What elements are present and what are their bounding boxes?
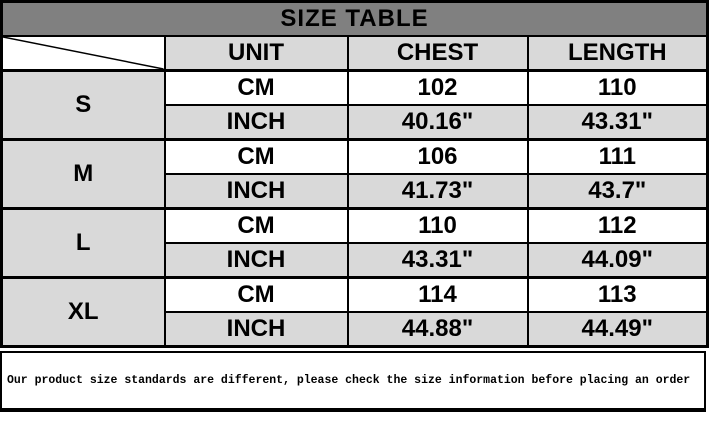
chest-value-xl-cm: 114 <box>348 278 528 313</box>
unit-cell-xl-inch: INCH <box>165 312 348 347</box>
chest-value-s-cm: 102 <box>348 71 528 106</box>
unit-cell-s-inch: INCH <box>165 105 348 140</box>
size-label-l: L <box>2 209 165 278</box>
length-value-l-inch: 44.09" <box>528 243 708 278</box>
table-row-m-cm <box>2 140 708 175</box>
table-row-xl-cm <box>2 278 708 313</box>
unit-cell-m-cm: CM <box>165 140 348 175</box>
unit-cell-l-cm: CM <box>165 209 348 244</box>
chest-value-l-cm: 110 <box>348 209 528 244</box>
column-header-unit: UNIT <box>165 36 348 71</box>
size-label-xl: XL <box>2 278 165 347</box>
chest-value-xl-inch: 44.88" <box>348 312 528 347</box>
title-row <box>2 2 708 37</box>
length-value-s-inch: 43.31" <box>528 105 708 140</box>
header-row <box>2 36 708 71</box>
unit-cell-l-inch: INCH <box>165 243 348 278</box>
chest-value-l-inch: 43.31" <box>348 243 528 278</box>
diagonal-line-icon <box>3 37 164 69</box>
unit-cell-xl-cm: CM <box>165 278 348 313</box>
footer-note: Our product size standards are different, please check the size information before placing an order <box>0 351 706 412</box>
size-label-s: S <box>2 71 165 140</box>
chest-value-m-inch: 41.73" <box>348 174 528 209</box>
chest-value-m-cm: 106 <box>348 140 528 175</box>
length-value-l-cm: 112 <box>528 209 708 244</box>
length-value-m-inch: 43.7" <box>528 174 708 209</box>
length-value-m-cm: 111 <box>528 140 708 175</box>
unit-cell-s-cm: CM <box>165 71 348 106</box>
table-row-l-cm <box>2 209 708 244</box>
length-value-xl-inch: 44.49" <box>528 312 708 347</box>
column-header-length: LENGTH <box>528 36 708 71</box>
length-value-s-cm: 110 <box>528 71 708 106</box>
column-header-chest: CHEST <box>348 36 528 71</box>
chest-value-s-inch: 40.16" <box>348 105 528 140</box>
unit-cell-m-inch: INCH <box>165 174 348 209</box>
size-label-m: M <box>2 140 165 209</box>
page-title: SIZE TABLE <box>2 2 708 37</box>
diagonal-header-cell <box>2 36 165 71</box>
table-row-s-cm <box>2 71 708 106</box>
length-value-xl-cm: 113 <box>528 278 708 313</box>
